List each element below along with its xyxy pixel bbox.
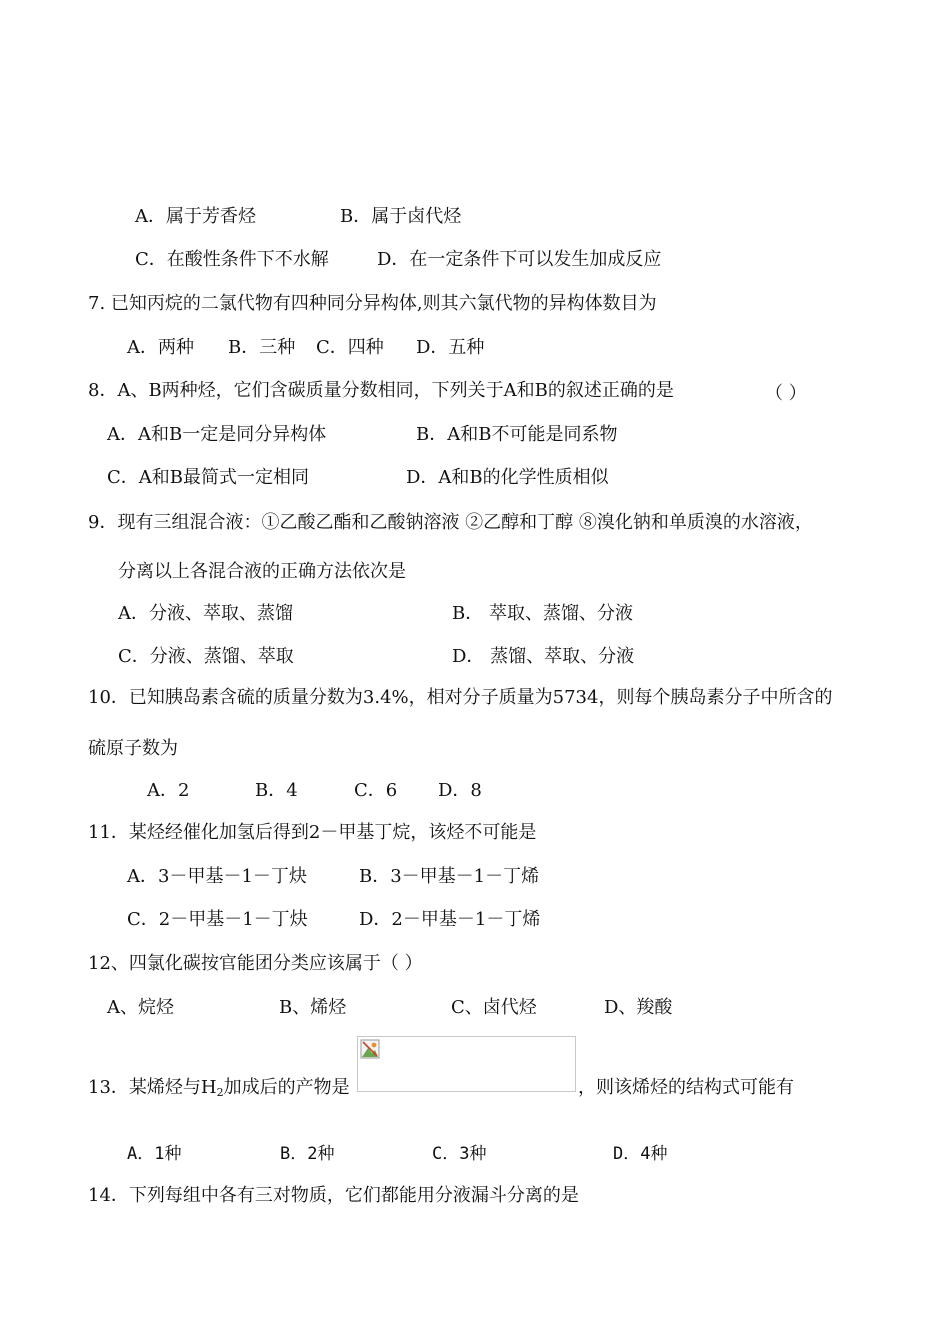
q10-option-b: B．4 — [255, 780, 298, 801]
q11-option-c: C．2－甲基－1－丁炔 — [127, 909, 308, 930]
q6-option-d: D．在一定条件下可以发生加成反应 — [377, 249, 662, 270]
q10-option-a: A．2 — [147, 780, 190, 801]
q7-option-a: A．两种 — [127, 337, 194, 358]
q12-stem: 12、四氯化碳按官能团分类应该属于（ ） — [88, 953, 423, 974]
q11-option-a: A．3－甲基－1－丁炔 — [127, 866, 307, 887]
q13-stem-post: ，则该烯烃的结构式可能有 — [578, 1077, 794, 1098]
q12-option-c: C、卤代烃 — [451, 997, 537, 1018]
structure-image-placeholder — [357, 1036, 576, 1092]
q11-option-d: D．2－甲基－1－丁烯 — [359, 909, 541, 930]
q9-stem-continued: 分离以上各混合液的正确方法依次是 — [118, 561, 406, 582]
q10-stem-continued: 硫原子数为 — [88, 738, 178, 759]
q9-option-b: B． 萃取、蒸馏、分液 — [452, 603, 633, 624]
q10-stem: 10．已知胰岛素含硫的质量分数为3.4%，相对分子质量为5734，则每个胰岛素分子中所含的 — [88, 687, 833, 708]
q12-option-a: A、烷烃 — [107, 997, 174, 1018]
q9-option-a: A．分液、萃取、蒸馏 — [118, 603, 293, 624]
q13-stem — [88, 1076, 350, 1105]
q9-option-c: C．分液、蒸馏、萃取 — [118, 646, 294, 667]
q11-stem: 11．某烃经催化加氢后得到2－甲基丁烷，该烃不可能是 — [88, 822, 537, 843]
q13-option-a: A．1种 — [127, 1144, 182, 1164]
broken-image-icon — [360, 1039, 380, 1059]
q11-option-b: B．3－甲基－1－丁烯 — [359, 866, 540, 887]
q13-subscript: 2 — [216, 1086, 224, 1099]
q12-option-b: B、烯烃 — [279, 997, 347, 1018]
q7-option-b: B．三种 — [228, 337, 296, 358]
q10-option-c: C．6 — [354, 780, 398, 801]
q7-stem: 7. 已知丙烷的二氯代物有四种同分异构体,则其六氯代物的异构体数目为 — [88, 293, 657, 314]
q7-option-d: D．五种 — [416, 337, 485, 358]
q6-option-c: C．在酸性条件下不水解 — [135, 249, 329, 270]
q13-stem-pre: 13．某烯烃与H — [88, 1077, 217, 1098]
q14-stem: 14．下列每组中各有三对物质，它们都能用分液漏斗分离的是 — [88, 1185, 579, 1206]
q8-option-b: B．A和B不可能是同系物 — [416, 424, 618, 445]
q12-option-d: D、羧酸 — [604, 997, 673, 1018]
q8-stem: 8．A、B两种烃，它们含碳质量分数相同，下列关于A和B的叙述正确的是 — [88, 380, 674, 401]
q13-option-b: B．2种 — [280, 1144, 335, 1164]
q6-option-b: B．属于卤代烃 — [340, 206, 462, 227]
q13-stem-mid: 加成后的产物是 — [223, 1077, 350, 1098]
q8-option-a: A．A和B一定是同分异构体 — [107, 424, 327, 445]
q7-option-c: C．四种 — [316, 337, 384, 358]
q9-option-d: D． 蒸馏、萃取、分液 — [452, 646, 635, 667]
q13-option-c: C．3种 — [432, 1144, 487, 1164]
q9-stem: 9．现有三组混合液：①乙酸乙酯和乙酸钠溶液 ②乙醇和丁醇 ⑧溴化钠和单质溴的水溶液， — [88, 512, 813, 533]
q6-option-a: A．属于芳香烃 — [135, 206, 256, 227]
q8-option-d: D．A和B的化学性质相似 — [406, 467, 609, 488]
q8-answer-paren: （ ） — [765, 383, 807, 404]
q8-option-c: C．A和B最简式一定相同 — [107, 467, 309, 488]
q13-option-d: D．4种 — [613, 1144, 668, 1164]
q10-option-d: D．8 — [438, 780, 482, 801]
